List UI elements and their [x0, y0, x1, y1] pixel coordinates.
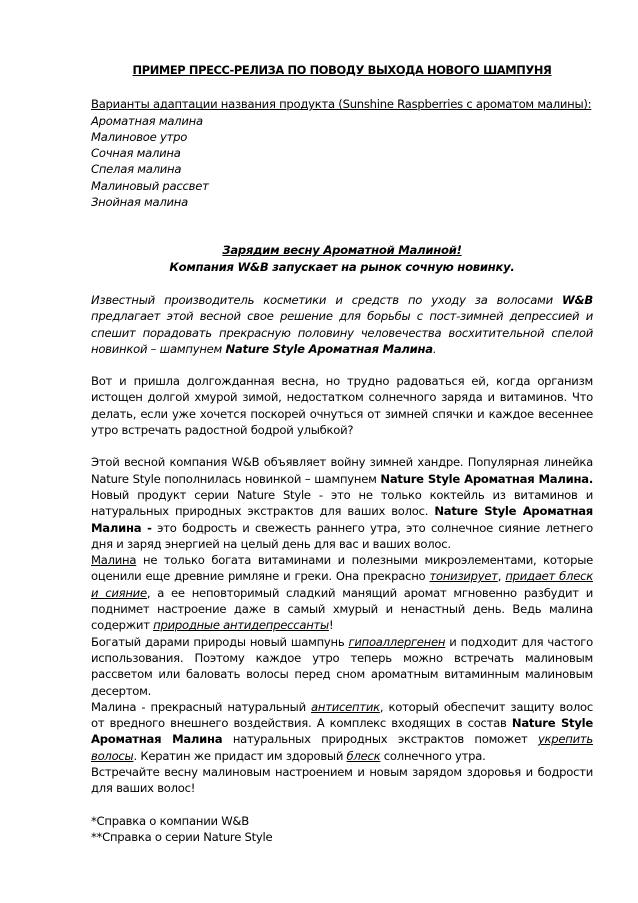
body-paragraph-1: Вот и пришла долгожданная весна, но трудно радоваться ей, когда организм истощен долгой хмурой зимой, недостатком солнечного заряда и витаминов. Что делать, если уже хочется поскорей очнуться от зимней спячки и каждое весеннее утро встречать радостной бодрой улыбкой?	[91, 374, 593, 438]
emphasis-text: блеск	[346, 748, 381, 763]
emphasis-text: тонизирует	[429, 569, 498, 584]
emphasis-text: природные антидепрессанты	[153, 618, 329, 633]
variant-item: Ароматная малина	[91, 113, 203, 128]
variant-item: Малиновое утро	[91, 129, 188, 144]
body-paragraph-4	[91, 634, 593, 699]
product-name: Nature Style Ароматная Малина.	[380, 471, 593, 486]
body-paragraph-3	[91, 552, 593, 633]
footnote-series: **Справка о серии Nature Style	[91, 829, 273, 844]
variants-heading: Варианты адаптации названия продукта (Sunshine Raspberries с ароматом малины):	[91, 97, 592, 112]
raspberry-word: Малина	[91, 553, 137, 568]
variant-item: Сочная малина	[91, 146, 181, 161]
variants-list	[91, 113, 593, 211]
paragraph-text: Новый продукт серии Nature Style - это не только коктейль из витаминов и натуральных природных экстрактов для ваших волос.	[91, 487, 593, 519]
body-paragraph-5	[91, 699, 593, 764]
footnotes	[91, 813, 593, 846]
name-variants-section	[91, 96, 593, 210]
emphasis-text: укрепить волосы	[91, 732, 593, 763]
paragraph-text: Этой весной компания W&B объявляет войну зимней хандре. Популярная линейка Nature Style пополнилась новинкой – шампунем	[91, 455, 593, 486]
brand-name: W&B	[562, 292, 593, 307]
paragraph-text: солнечного утра.	[380, 748, 486, 763]
paragraph-text: , а ее неповторимый сладкий манящий аромат мгновенно разбудит и поднимет настроение даже в самый хмурый и ненастный день. Ведь малина содержит	[91, 585, 593, 633]
body-paragraph-6: Встречайте весну малиновым настроением и новым зарядом здоровья и бодрости для ваших волос!	[91, 764, 593, 796]
product-name: Nature Style Ароматная Малина	[91, 716, 593, 747]
paragraph-text: натуральных природных экстрактов поможет	[222, 732, 538, 747]
emphasis-text: гипоаллергенен	[348, 634, 446, 649]
emphasis-text: антисептик	[311, 699, 380, 714]
emphasis-text: придает блеск и сияние	[91, 569, 593, 600]
product-name: Nature Style Ароматная Малина -	[91, 504, 593, 535]
lead-text: предлагает этой весной свое решение для борьбы с пост-зимней депрессией и спешит порадовать прекрасную половину человечества восхитительной спелой новинкой – шампунем	[91, 309, 593, 356]
paragraph-text: ,	[497, 569, 506, 584]
headline-main: Зарядим весну Ароматной Малиной!	[222, 243, 462, 258]
paragraph-text: это бодрость и свежесть раннего утра, это солнечное сияние летнего дня и заряд энергией на целый день для вас и ваших волос.	[91, 520, 593, 551]
document-title: ПРИМЕР ПРЕСС-РЕЛИЗА ПО ПОВОДУ ВЫХОДА НОВОГО ШАМПУНЯ	[132, 63, 552, 77]
paragraph-text: не только богата витаминами и полезными микроэлементами, которые оценили еще древние римляне и греки. Она прекрасно	[91, 553, 593, 584]
paragraph-text: . Кератин же придаст им здоровый	[133, 748, 347, 763]
footnote-company: *Справка о компании W&B	[91, 813, 249, 828]
paragraph-text: Малина - прекрасный натуральный	[91, 699, 312, 714]
variant-item: Малиновый рассвет	[91, 178, 209, 193]
paragraph-text: Богатый дарами природы новый шампунь	[91, 634, 349, 649]
paragraph-text: и подходит для частого использования. Поэтому каждое утро теперь можно встречать малиновым рассветом или баловать волосы перед сном ароматным витаминным малиновым десертом.	[91, 634, 593, 698]
paragraph-text: , который обеспечит защиту волос от вредного внешнего воздействия. А комплекс входящих в состав	[91, 699, 593, 731]
lead-paragraph	[91, 292, 593, 357]
variant-item: Знойная малина	[91, 195, 188, 210]
press-release-headline	[91, 242, 593, 275]
lead-text: Известный производитель косметики и средств по уходу за волосами	[91, 292, 562, 307]
product-name: Nature Style Ароматная Малина	[225, 341, 433, 356]
lead-text: .	[432, 341, 437, 356]
variant-item: Спелая малина	[91, 162, 182, 177]
paragraph-text: !	[328, 618, 334, 633]
body-paragraph-2	[91, 454, 593, 552]
headline-subtitle: Компания W&B запускает на рынок сочную новинку.	[169, 259, 515, 274]
